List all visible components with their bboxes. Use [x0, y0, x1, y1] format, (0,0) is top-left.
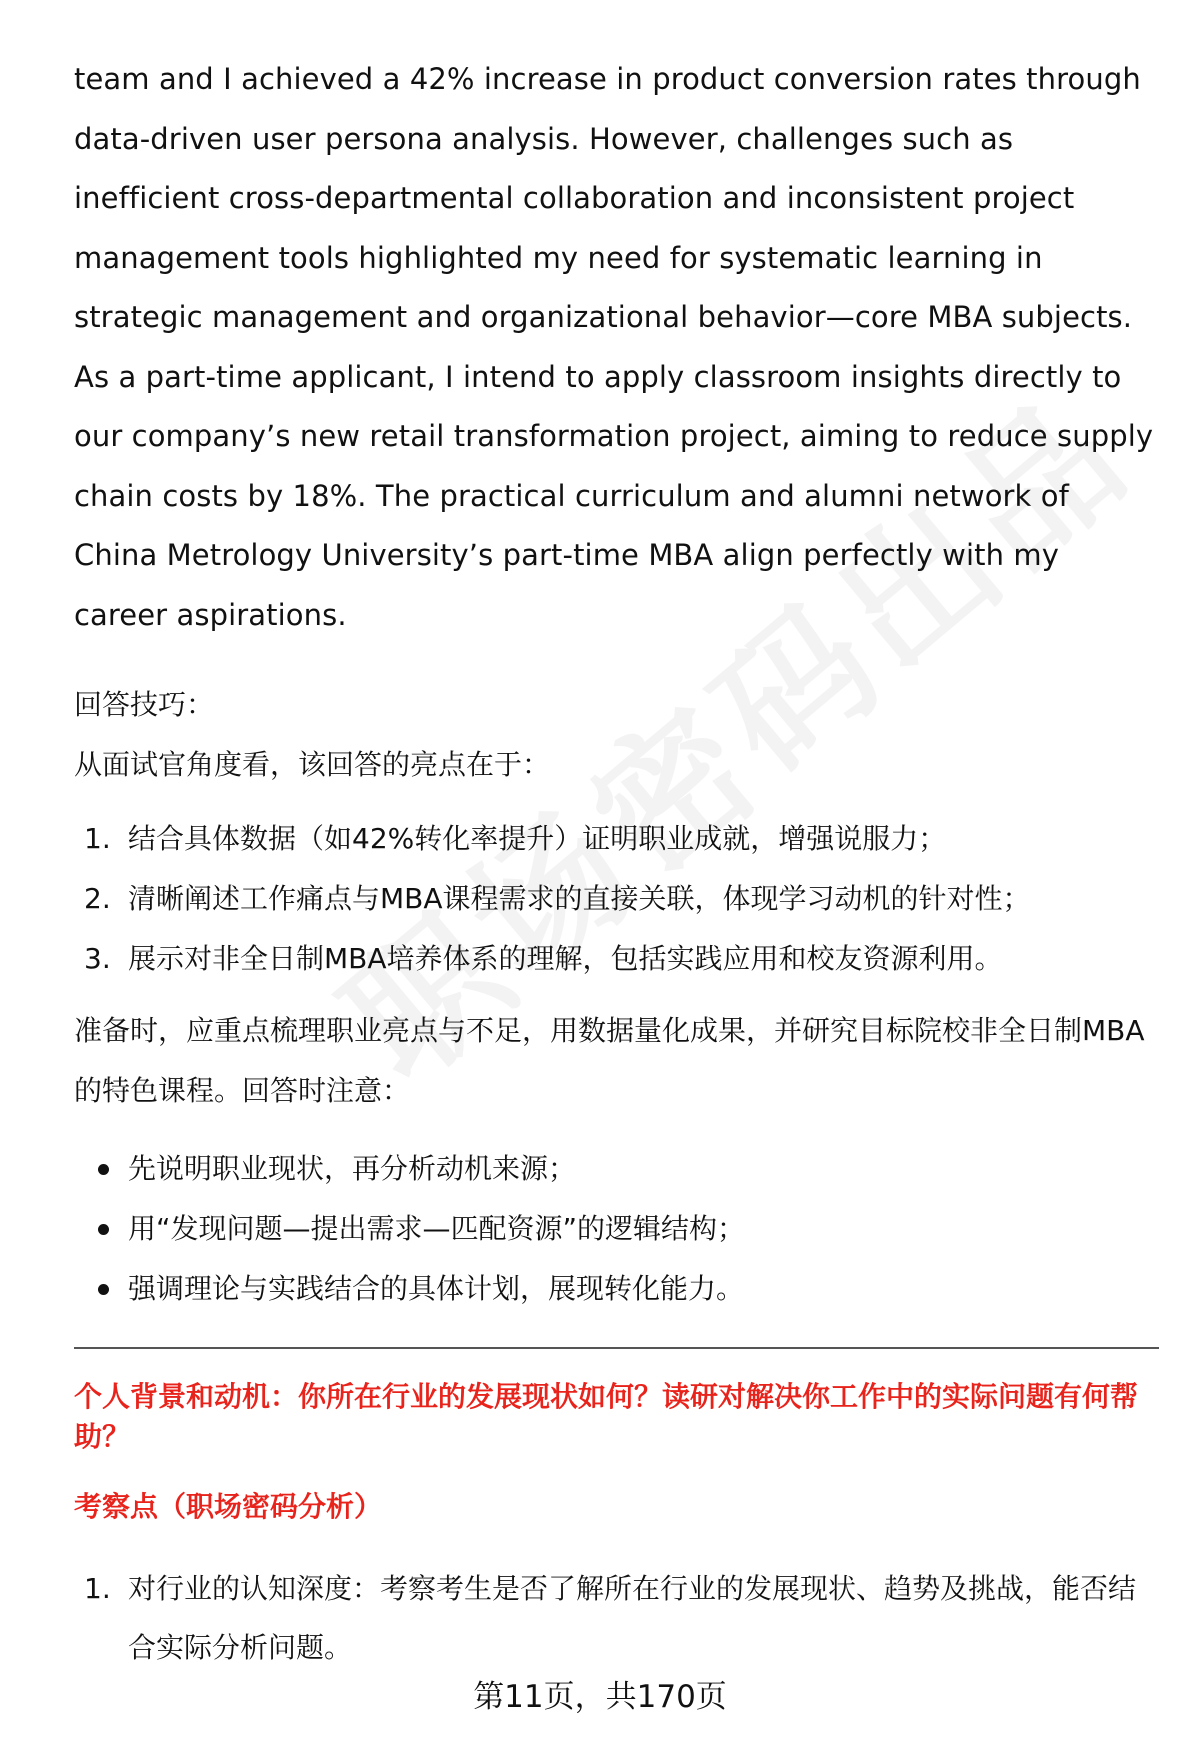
question-heading: 个人背景和动机：你所在行业的发展现状如何？读研对解决你工作中的实际问题有何帮助？ [74, 1380, 1139, 1453]
list-item [74, 939, 1159, 979]
list-number: 1. [84, 822, 111, 855]
list-number: 2. [84, 882, 111, 915]
bullet-list [74, 1149, 1159, 1309]
list-item [74, 1559, 1159, 1677]
bullet-icon [98, 1164, 109, 1175]
highlight-intro: 从面试官角度看，该回答的亮点在于： [74, 748, 551, 781]
list-item-text: 先说明职业现状，再分析动机来源； [128, 1152, 577, 1185]
list-item [74, 819, 1159, 859]
list-item-text: 对行业的认知深度：考察考生是否了解所在行业的发展现状、趋势及挑战，能否结合实际分析问题。 [128, 1572, 1137, 1664]
bullet-icon [98, 1224, 109, 1235]
highlights-list [74, 819, 1159, 979]
tips-label: 回答技巧： [74, 688, 215, 721]
list-number: 1. [84, 1572, 111, 1605]
page-content [74, 50, 1159, 1677]
list-item-text: 用“发现问题—提出需求—匹配资源”的逻辑结构； [128, 1212, 746, 1245]
list-item-text: 强调理论与实践结合的具体计划，展现转化能力。 [128, 1272, 745, 1305]
list-item [74, 879, 1159, 919]
exam-points-heading: 考察点（职场密码分析） [74, 1490, 383, 1523]
list-number: 3. [84, 942, 111, 975]
list-item [74, 1209, 1159, 1249]
list-item-text: 展示对非全日制MBA培养体系的理解，包括实践应用和校友资源利用。 [128, 942, 1003, 975]
prep-paragraph: 准备时，应重点梳理职业亮点与不足，用数据量化成果，并研究目标院校非全日制MBA的特色课程。回答时注意： [74, 1014, 1145, 1107]
list-item-text: 清晰阐述工作痛点与MBA课程需求的直接关联，体现学习动机的针对性； [128, 882, 1031, 915]
bullet-icon [98, 1284, 109, 1295]
list-item [74, 1269, 1159, 1309]
list-item-text: 结合具体数据（如42%转化率提升）证明职业成就，增强说服力； [128, 822, 947, 855]
page-footer: 第11页，共170页 [473, 1679, 727, 1715]
intro-paragraph: team and I achieved a 42% increase in product conversion rates through data-driven user persona analysis. However, challenges such as inefficient cross-departmental collaboration and inconsistent project management tools highlighted my need for systematic learning in strategic management and organizational behavior—core MBA subjects. As a part-time applicant, I intend to apply classroom insights directly to our company’s new retail transformation project, aiming to reduce supply chain costs by 18%. The practical curriculum and alumni network of China Metrology University’s part-time MBA align perfectly with my career aspirations. [74, 62, 1154, 632]
exam-points-list [74, 1559, 1159, 1677]
section-divider [74, 1347, 1159, 1349]
list-item [74, 1149, 1159, 1189]
